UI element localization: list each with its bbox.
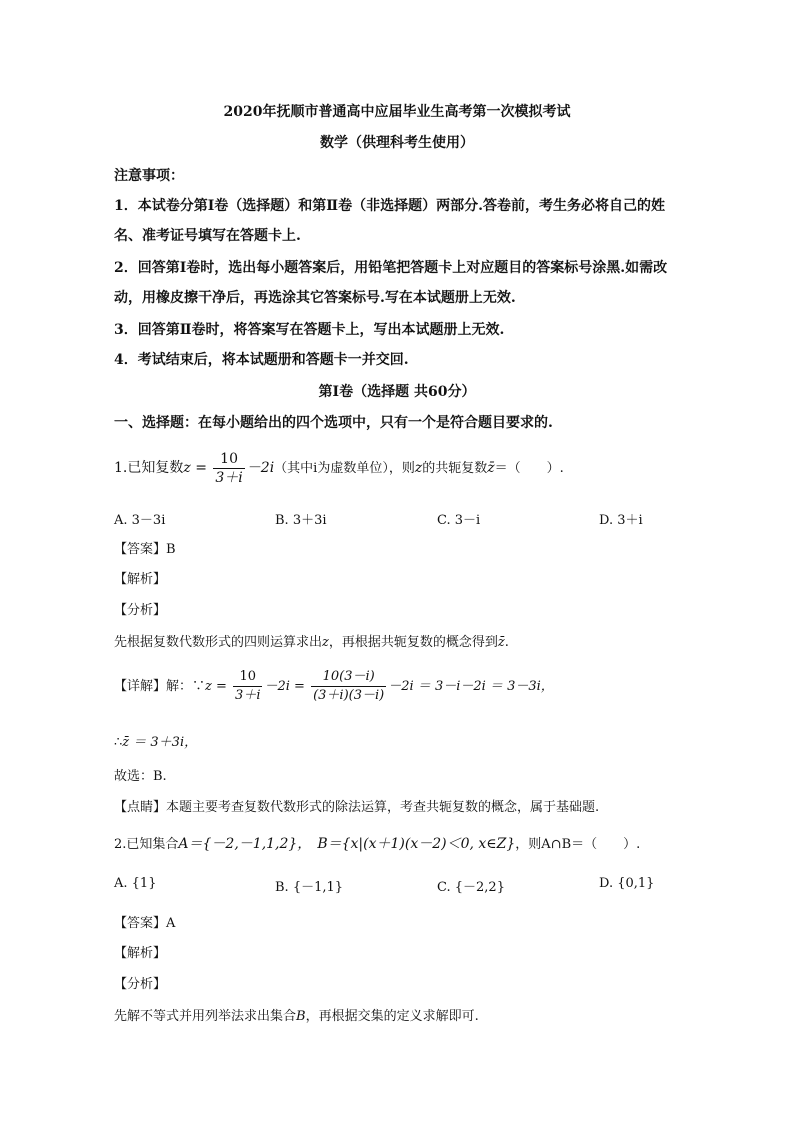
note-line: 2．回答第Ⅰ卷时，选出每小题答案后，用铅笔把答题卡上对应题目的答案标号涂黑.如需改 (114, 260, 668, 276)
fraction: $\frac{10(3-i)}{(3+i)(3-i)}$ (313, 669, 385, 703)
equals: = (190, 460, 212, 476)
q1-analysis-label: 【解析】 (114, 572, 167, 587)
q1-option-b: B. 3＋3i (275, 513, 327, 528)
q1-fenxi-text: 先根据复数代数形式的四则运算求出z，再根据共轭复数的概念得到z̄. (114, 635, 509, 650)
q1-choose: 故选：B. (114, 769, 167, 784)
q1-mid: （其中i为虚数单位），则 (274, 461, 415, 476)
q1-option-d: D. 3＋i (599, 513, 643, 528)
q1-detail: 【详解】解：∵z = $\frac{10}{3+i}$ －2i = $\frac{10(3-i)}{(3+i)(3-i)}$ －2i ＝ 3－i－2i ＝ 3－3i， (114, 669, 554, 703)
q1-option-a: A. 3－3i (114, 513, 166, 528)
q2-analysis-label: 【解析】 (114, 946, 167, 961)
q1-prefix: 1.已知复数 (114, 460, 184, 476)
q2-fenxi-text: 先解不等式并用列举法求出集合B，再根据交集的定义求解即可. (114, 1009, 479, 1024)
note-line: 1．本试卷分第Ⅰ卷（选择题）和第Ⅱ卷（非选择题）两部分.答卷前，考生务必将自己的姓 (114, 198, 665, 214)
q1-mid2: 的共轭复数 (422, 461, 488, 476)
exam-subtitle: 数学（供理科考生使用） (320, 135, 474, 151)
part1-instruction: 一、选择题：在每小题给出的四个选项中，只有一个是符合题目要求的. (114, 415, 553, 431)
exam-title: 2020年抚顺市普通高中应届毕业生高考第一次模拟考试 (223, 104, 571, 120)
q2-option-b: B. {－1,1} (275, 880, 344, 895)
fraction: $\frac{10}{3+i}$ (235, 669, 261, 703)
q2-option-d: D. {0,1} (599, 876, 655, 891)
z-bar: z̄ (497, 635, 505, 650)
notes-heading: 注意事项： (114, 168, 184, 184)
q2-end: ，则A∩B＝（ ）. (515, 837, 641, 852)
q1-option-c: C. 3－i (437, 513, 481, 528)
question-1 (114, 448, 564, 489)
numerator: 10 (213, 450, 244, 469)
question-2 (114, 834, 640, 855)
note-line: 名、准考证号填写在答题卡上. (114, 228, 301, 244)
detail-tail: －2i ＝ 3－i－2i ＝ 3－3i， (388, 679, 554, 694)
q1-end: ＝（ ）. (494, 461, 564, 476)
q2-prefix: 2.已知集合 (114, 837, 179, 852)
q1-tail: －2i (246, 460, 275, 476)
part1-title: 第Ⅰ卷（选择题 共60分） (318, 384, 476, 400)
set-b: B＝{x|(x＋1)(x－2)＜0, x∈Z} (317, 836, 516, 852)
detail-label: 【详解】解：∵ (114, 679, 206, 694)
note-line: 3．回答第Ⅱ卷时，将答案写在答题卡上，写出本试题册上无效. (114, 322, 505, 338)
z-bar: z̄ (122, 735, 130, 750)
q1-answer: 【答案】B (114, 542, 176, 557)
q2-fenxi-label: 【分析】 (114, 977, 167, 992)
set-a: A＝{－2,－1,1,2}， (178, 836, 305, 852)
var-z: z (414, 460, 423, 476)
note-line: 动，用橡皮擦干净后，再选涂其它答案标号.写在本试题册上无效. (114, 290, 516, 306)
fraction (213, 450, 244, 487)
var-b: B (296, 1009, 306, 1024)
z-bar: z̄ (487, 460, 495, 476)
q1-therefore: ∴z̄ ＝ 3＋3i， (114, 735, 198, 750)
var-z: z (183, 460, 191, 476)
q2-answer: 【答案】A (114, 916, 176, 931)
var-z: z (322, 635, 329, 650)
q2-option-c: C. {－2,2} (437, 880, 505, 895)
note-line: 4．考试结束后，将本试题册和答题卡一并交回. (114, 352, 409, 368)
q1-fenxi-label: 【分析】 (114, 603, 167, 618)
var-z: z (205, 679, 212, 694)
q2-option-a: A. {1} (114, 876, 157, 891)
denominator: 3＋i (215, 469, 243, 486)
q1-comment: 【点睛】本题主要考查复数代数形式的除法运算，考查共轭复数的概念，属于基础题. (114, 800, 600, 815)
